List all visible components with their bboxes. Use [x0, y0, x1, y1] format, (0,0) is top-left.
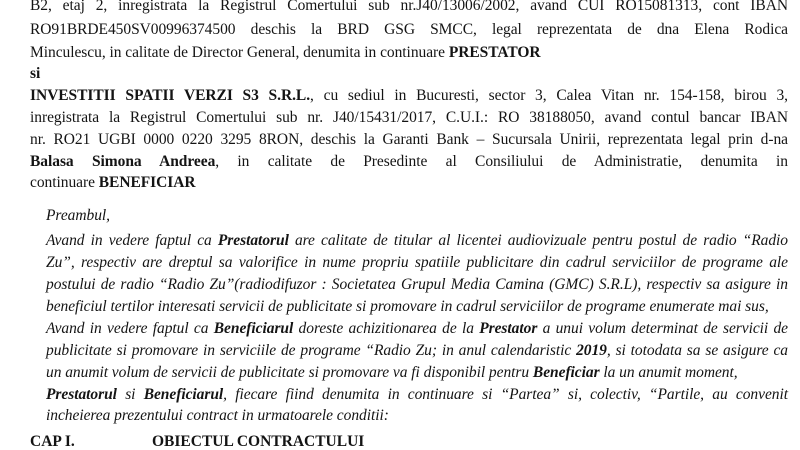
beneficiar-line-3: nr. RO21 UGBI 0000 0220 3295 8RON, deschis la Garanti Bank – Sucursala Unirii, reprezentata legal prin d-na	[30, 131, 788, 148]
preamble-l5-e: a unui volum determinat de servicii de	[537, 320, 789, 337]
chapter-number: CAP I.	[30, 433, 75, 450]
preamble-l6-c: , si totodata sa se asigure ca	[606, 342, 788, 359]
preamble-l7-a: un anumit volum de servicii de publicitate si promovare va fi disponibil pentru	[46, 364, 533, 381]
preamble-l7-beneficiar: Beneficiar	[532, 364, 600, 381]
preamble-line-1	[46, 231, 788, 251]
beneficiar-representative: Balasa Simona Andreea	[30, 153, 216, 170]
prestator-line-1: B2, etaj 2, inregistrata la Registrul Comertului sub nr.J40/13006/2002, avand CUI RO15081313, cont IBAN	[30, 0, 788, 14]
conjunction-si: si	[30, 65, 41, 82]
preamble-line-8	[46, 385, 788, 405]
preamble-line-6	[46, 341, 788, 361]
preamble-l8-beneficiarul: Beneficiarul	[143, 386, 224, 403]
preamble-line-9: incheierea prezentului contract in urmatoarele conditii:	[46, 407, 389, 424]
preamble-l8-b: si	[116, 386, 144, 403]
preamble-line-2: Zu”, respectiv are dreptul sa valorifice in nume propriu spatiile publicitare din cadrul serviciilor de programe ale	[46, 254, 788, 271]
preamble-l5-c: doreste achizitionarea de la	[293, 320, 480, 337]
preamble-l1-prestator: Prestatorul	[217, 232, 289, 249]
preamble-l1-a: Avand in vedere faptul ca	[46, 232, 218, 249]
preamble-line-3: postului de radio “Radio Zu”(radiodifuzor : Societatea Grupul Media Camina (GMC) S.R.L), respectiv sa asigure in	[46, 276, 788, 293]
preamble-l8-d: , fiecare fiind denumita in continuare si “Partea” si, colectiv, “Partile, au convenit	[223, 386, 788, 403]
prestator-line-3	[30, 43, 788, 63]
preamble-l1-c: are calitate de titular al licentei audiovizuale pentru postul de radio “Radio	[288, 232, 788, 249]
prestator-label: PRESTATOR	[448, 44, 541, 61]
preamble-l5-prestator: Prestator	[479, 320, 538, 337]
preamble-l8-prestatorul: Prestatorul	[46, 386, 117, 403]
chapter-title: OBIECTUL CONTRACTULUI	[152, 433, 365, 450]
preamble-l5-a: Avand in vedere faptul ca	[46, 320, 214, 337]
beneficiar-role: , in calitate de Presedinte al Consiliului de Administratie, denumita in	[215, 153, 788, 170]
preamble-line-4: beneficiul tertilor interesati servicii de publicitate si promovare in cadrul serviciilor de programe enumerate mai sus,	[46, 298, 769, 315]
preamble-title: Preambul,	[46, 207, 110, 224]
beneficiar-line-5-text: continuare	[30, 174, 99, 191]
beneficiar-line-1	[30, 86, 788, 106]
beneficiar-address: , cu sediul in Bucuresti, sector 3, Calea Vitan nr. 154-158, birou 3,	[310, 87, 788, 104]
prestator-line-2: RO91BRDE450SV00996374500 deschis la BRD GSG SMCC, legal reprezentata de dna Elena Rodica	[30, 21, 788, 38]
preamble-line-7	[46, 363, 788, 383]
preamble-line-5	[46, 319, 788, 339]
preamble-l6-a: publicitate si promovare in serviciile de programe “Radio Zu; in anul calendaristic	[46, 342, 577, 359]
beneficiar-line-5	[30, 173, 788, 193]
beneficiar-label: BENEFICIAR	[98, 174, 196, 191]
beneficiar-company-name: INVESTITII SPATII VERZI S3 S.R.L.	[30, 87, 311, 104]
preamble-l7-c: la un anumit moment,	[599, 364, 738, 381]
preamble-l5-beneficiarul: Beneficiarul	[213, 320, 294, 337]
prestator-line-3-text: Minculescu, in calitate de Director General, denumita in continuare	[30, 44, 449, 61]
preamble-year: 2019	[576, 342, 607, 359]
beneficiar-line-4	[30, 152, 788, 172]
beneficiar-line-2: inregistrata la Registrul Comertului sub nr. J40/15431/2017, C.U.I.: RO 38188050, avand contul bancar IBAN	[30, 109, 788, 126]
